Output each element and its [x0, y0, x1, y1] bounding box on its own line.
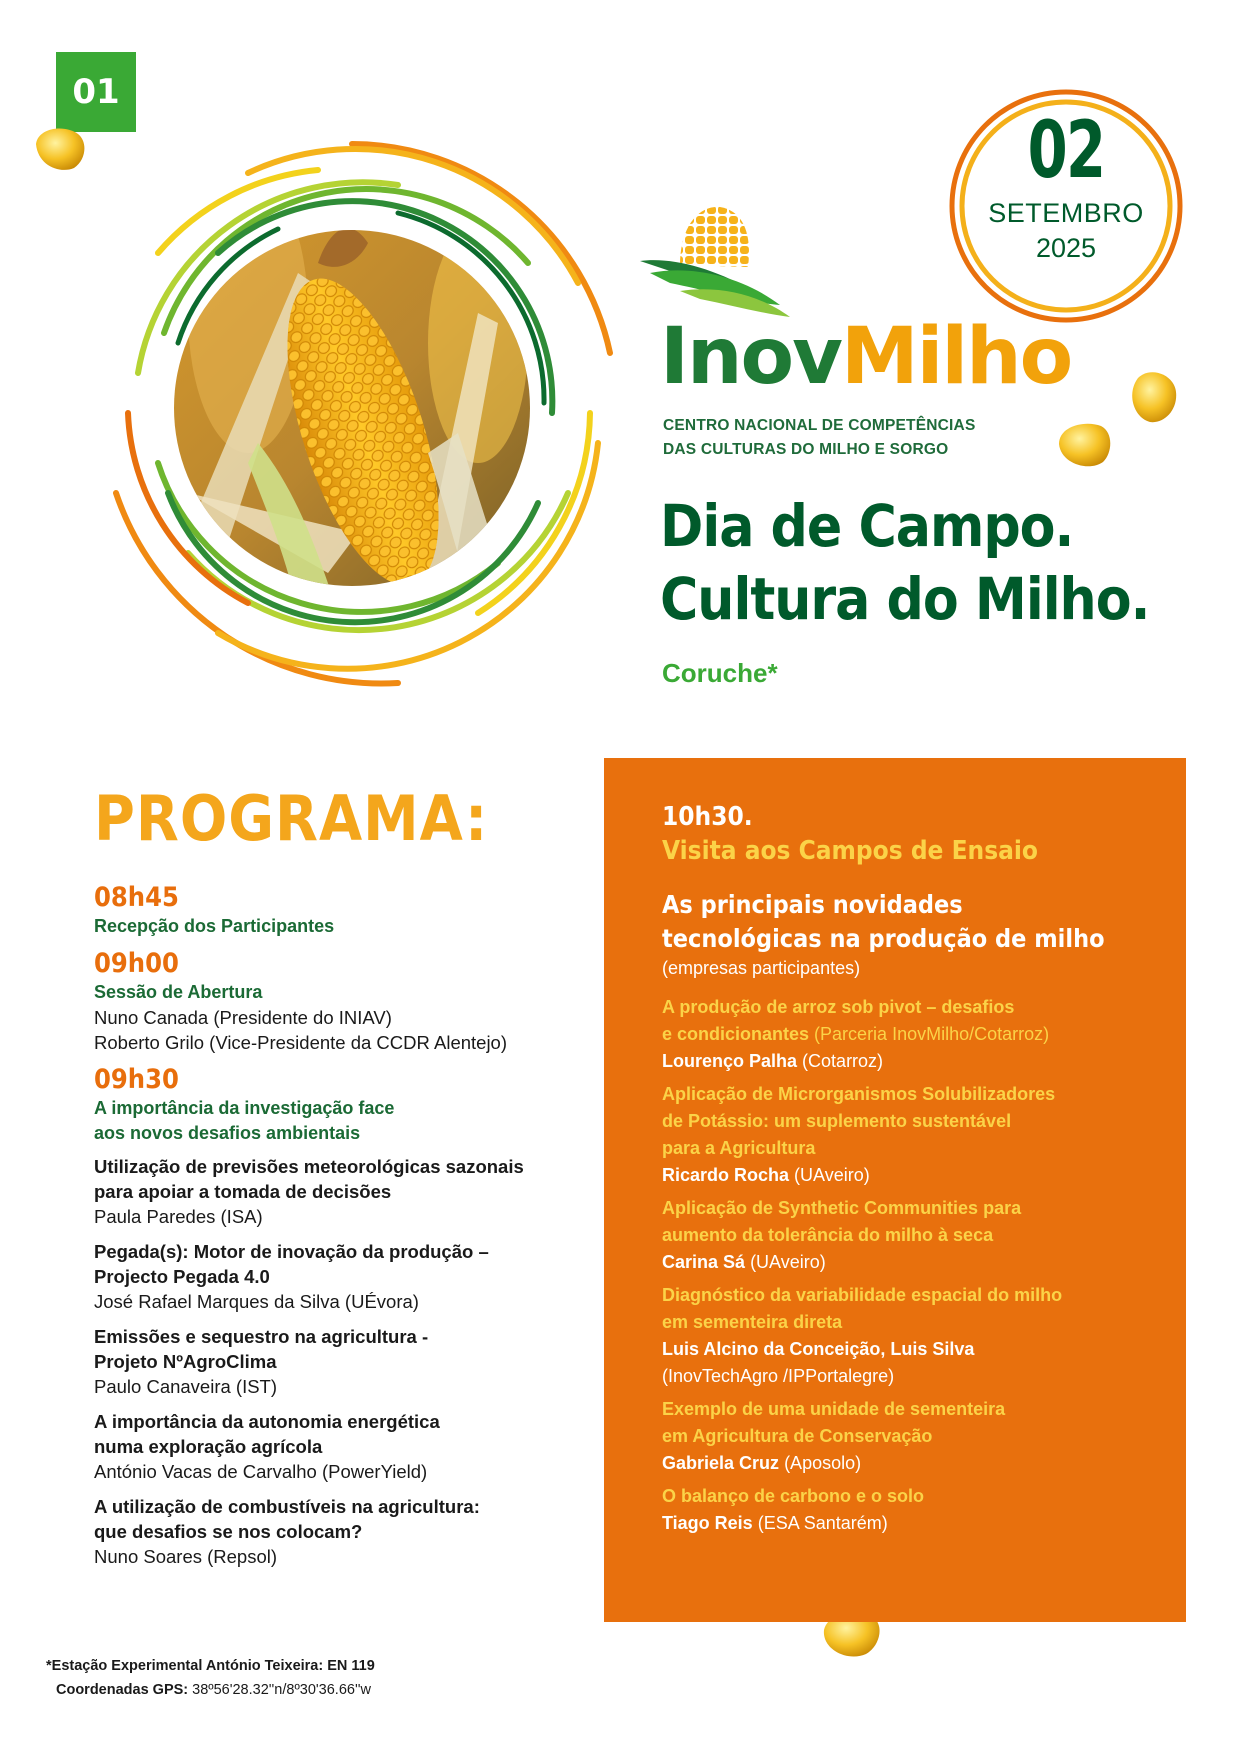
- speaker-name: Roberto Grilo: [94, 1032, 205, 1053]
- session-title: Recepção dos Participantes: [94, 916, 335, 936]
- speaker-line: [94, 1374, 574, 1399]
- speaker-line: [662, 1249, 1162, 1276]
- speaker-name: Ricardo Rocha: [662, 1165, 790, 1185]
- gps-label: Coordenadas GPS:: [56, 1682, 189, 1698]
- speaker-line: [662, 1510, 1162, 1537]
- talk-title-line1: Exemplo de uma unidade de sementeira: [662, 1399, 1006, 1419]
- speaker-affiliation: (InovTechAgro /IPPortalegre): [662, 1366, 895, 1386]
- talk-item: [94, 1154, 574, 1229]
- speaker-affiliation: (ESA Santarém): [757, 1513, 888, 1533]
- logo-subtitle: [663, 414, 975, 462]
- talk-title-part: e condicionantes: [662, 1024, 810, 1044]
- talk-item: [94, 1239, 574, 1314]
- speaker-name: Carina Sá: [662, 1252, 746, 1272]
- speaker-affiliation: (Aposolo): [784, 1453, 862, 1473]
- speaker-line: [94, 1030, 574, 1055]
- talk-item: [94, 1324, 574, 1399]
- session-title-line1: A importância da investigação face: [94, 1098, 395, 1118]
- speaker-line: [662, 1048, 1162, 1075]
- inovmilho-logo-icon: [640, 205, 790, 320]
- talk-title-line2: Projecto Pegada 4.0: [94, 1266, 270, 1287]
- speaker-name: José Rafael Marques da Silva: [94, 1291, 340, 1312]
- page-title-line1: Dia de Campo.: [660, 492, 1074, 560]
- visit-heading-line2: tecnológicas na produção de milho: [662, 924, 1105, 953]
- talk-item: [662, 994, 1162, 1075]
- program-time: 08h45: [94, 882, 179, 913]
- talk-title-line1: Emissões e sequestro na agricultura -: [94, 1326, 429, 1347]
- programa-heading: PROGRAMA:: [94, 782, 489, 855]
- talk-item: [94, 1409, 574, 1484]
- footnote-line1: *Estação Experimental António Teixeira: EN 119: [46, 1658, 375, 1674]
- talk-item: [662, 1081, 1162, 1189]
- talk-title-line1: Aplicação de Microrganismos Solubilizadores: [662, 1084, 1056, 1104]
- speaker-affiliation: (UÉvora): [344, 1291, 419, 1312]
- event-location: Coruche*: [662, 658, 778, 688]
- field-visit-program: [662, 800, 1162, 1537]
- hero-corn-illustration: [98, 113, 618, 713]
- talk-title-line2: numa exploração agrícola: [94, 1436, 323, 1457]
- event-month: SETEMBRO: [988, 198, 1144, 228]
- talk-title-line2: [662, 1021, 1162, 1048]
- speaker-line: [662, 1162, 1162, 1189]
- talk-item: [94, 1494, 574, 1569]
- event-day: 02: [1027, 106, 1105, 196]
- event-year: 2025: [1035, 233, 1097, 263]
- speaker-affiliation: (Vice-Presidente da CCDR Alentejo): [209, 1032, 508, 1053]
- logo-subtitle-line2: DAS CULTURAS DO MILHO E SORGO: [663, 441, 949, 458]
- talk-title-line1: Pegada(s): Motor de inovação da produção –: [94, 1241, 489, 1262]
- talk-title-line2: em Agricultura de Conservação: [662, 1426, 933, 1446]
- talk-item: [662, 1195, 1162, 1276]
- session-title: Sessão de Abertura: [94, 982, 263, 1002]
- talk-title-line2: Projeto NºAgroClima: [94, 1351, 277, 1372]
- speaker-affiliation: (UAveiro): [750, 1252, 826, 1272]
- visit-heading: [662, 888, 1162, 956]
- talk-title-line2: em sementeira direta: [662, 1312, 843, 1332]
- page-title-line2: Cultura do Milho.: [660, 565, 1150, 633]
- session-title-line2: aos novos desafios ambientais: [94, 1123, 361, 1143]
- speaker-name: Luis Alcino da Conceição, Luis Silva: [662, 1339, 975, 1359]
- visit-heading-line1: As principais novidades: [662, 890, 963, 919]
- talk-item: [662, 1396, 1162, 1477]
- logo-inov: Inov: [660, 312, 841, 402]
- talk-title-extra: (Parceria InovMilho/Cotarroz): [809, 1024, 1050, 1044]
- speaker-affiliation: (Repsol): [207, 1546, 278, 1567]
- speaker-affiliation: (ISA): [220, 1206, 263, 1227]
- program-time: 09h00: [94, 948, 179, 979]
- logo-milho: Milho: [840, 312, 1072, 402]
- speaker-name: Paula Paredes: [94, 1206, 216, 1227]
- speaker-name: Gabriela Cruz: [662, 1453, 780, 1473]
- speaker-affiliation: (Cotarroz): [802, 1051, 884, 1071]
- speaker-line: [662, 1450, 1162, 1477]
- talk-title-line1: O balanço de carbono e o solo: [662, 1486, 925, 1506]
- program-time: 09h30: [94, 1064, 179, 1095]
- talk-item: [662, 1282, 1162, 1390]
- talk-title-line2: que desafios se nos colocam?: [94, 1521, 363, 1542]
- speaker-line: [94, 1289, 574, 1314]
- speaker-affiliation: (Presidente do INIAV): [213, 1007, 392, 1028]
- speaker-name: Lourenço Palha: [662, 1051, 798, 1071]
- footnote-line2: [46, 1678, 375, 1702]
- speaker-affiliation: (UAveiro): [794, 1165, 870, 1185]
- event-date-badge: [948, 88, 1184, 324]
- talk-title-line2: para apoiar a tomada de decisões: [94, 1181, 392, 1202]
- speaker-line: [94, 1005, 574, 1030]
- corn-kernel-icon: [1055, 418, 1115, 470]
- corn-kernel-icon: [1128, 368, 1180, 426]
- talk-item: [662, 1483, 1162, 1537]
- speaker-line: [94, 1544, 574, 1569]
- logo-subtitle-line1: CENTRO NACIONAL DE COMPETÊNCIAS: [663, 417, 976, 434]
- inovmilho-logo-text: [660, 312, 1072, 402]
- talk-title-line3: para a Agricultura: [662, 1138, 816, 1158]
- speaker-affiliation: (IST): [235, 1376, 278, 1397]
- visit-time: 10h30.: [662, 802, 753, 832]
- page-title: [660, 490, 1149, 636]
- left-program: [94, 876, 574, 1579]
- talk-title-line1: Utilização de previsões meteorológicas sazonais: [94, 1156, 524, 1177]
- gps-value: 38º56'28.32''n/8º30'36.66''w: [188, 1682, 371, 1698]
- speaker-affiliation: (PowerYield): [321, 1461, 428, 1482]
- speaker-line: [94, 1459, 574, 1484]
- speaker-line: [94, 1204, 574, 1229]
- visit-heading-sub: (empresas participantes): [662, 958, 861, 978]
- visit-title: Visita aos Campos de Ensaio: [662, 836, 1038, 866]
- talk-title-line1: Aplicação de Synthetic Communities para: [662, 1198, 1022, 1218]
- corn-kernel-icon: [30, 122, 90, 174]
- talk-title-line1: Diagnóstico da variabilidade espacial do milho: [662, 1285, 1063, 1305]
- speaker-name: Tiago Reis: [662, 1513, 753, 1533]
- footnote: [46, 1654, 375, 1702]
- talk-title-line1: A utilização de combustíveis na agricultura:: [94, 1496, 480, 1517]
- speaker-name: Nuno Soares: [94, 1546, 202, 1567]
- talk-title-line2: de Potássio: um suplemento sustentável: [662, 1111, 1012, 1131]
- talk-title-line1: A importância da autonomia energética: [94, 1411, 440, 1432]
- talk-title-line2: aumento da tolerância do milho à seca: [662, 1225, 994, 1245]
- speaker-name: Paulo Canaveira: [94, 1376, 231, 1397]
- speaker-name: Nuno Canada: [94, 1007, 209, 1028]
- speaker-name: António Vacas de Carvalho: [94, 1461, 317, 1482]
- speaker-line: [662, 1336, 1162, 1363]
- talk-title-line1: A produção de arroz sob pivot – desafios: [662, 997, 1015, 1017]
- page-number-badge: 01: [56, 52, 136, 132]
